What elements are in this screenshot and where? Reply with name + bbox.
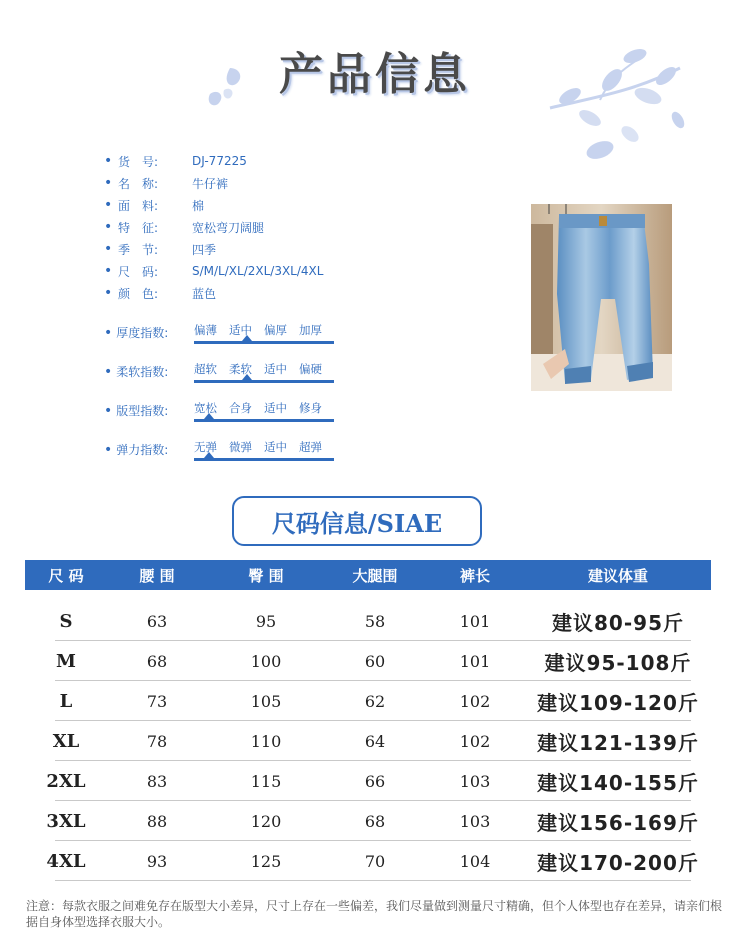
table-row bbox=[25, 641, 711, 681]
index-option: 超弹 bbox=[299, 440, 322, 454]
index-row-thickness bbox=[104, 318, 354, 357]
index-option: 偏厚 bbox=[264, 323, 287, 337]
cell-length: 101 bbox=[459, 611, 491, 631]
index-scale-line bbox=[194, 341, 334, 344]
cell-weight: 建议109-120斤 bbox=[537, 690, 699, 715]
cell-size: L bbox=[59, 690, 73, 712]
index-label: • 厚度指数: bbox=[104, 325, 169, 341]
table-row bbox=[25, 681, 711, 721]
index-option: 适中 bbox=[229, 323, 252, 337]
index-option: 偏硬 bbox=[299, 362, 322, 376]
page-title: 产品信息 bbox=[279, 49, 471, 100]
index-option: 适中 bbox=[264, 401, 287, 415]
cell-hip: 115 bbox=[250, 771, 282, 791]
info-label: 特 征: bbox=[118, 220, 159, 235]
cell-weight: 建议121-139斤 bbox=[537, 730, 699, 755]
cell-length: 104 bbox=[459, 851, 491, 871]
index-marker-icon bbox=[242, 374, 252, 380]
index-scale-line bbox=[194, 380, 334, 383]
index-option: 合身 bbox=[229, 401, 252, 415]
product-info-list bbox=[104, 150, 404, 304]
header-waist: 腰 围 bbox=[139, 566, 175, 585]
cell-size: XL bbox=[52, 730, 80, 752]
cell-hip: 95 bbox=[255, 611, 277, 631]
cell-weight: 建议140-155斤 bbox=[537, 770, 699, 795]
cell-weight: 建议156-169斤 bbox=[537, 810, 699, 835]
info-value: DJ-77225 bbox=[192, 154, 247, 168]
info-row-feature bbox=[104, 216, 404, 238]
index-scale-line bbox=[194, 419, 334, 422]
index-scales bbox=[104, 318, 354, 474]
info-row-season bbox=[104, 238, 404, 260]
info-label: 面 料: bbox=[118, 198, 159, 213]
size-table-header bbox=[25, 560, 711, 590]
disclaimer-note: 注意：每款衣服之间难免存在版型大小差异，尺寸上存在一些偏差，我们尽量做到测量尺寸精确，但个人体型也存在差异，请亲们根据自身体型选择衣服大小。 bbox=[26, 899, 723, 929]
product-photo bbox=[531, 204, 672, 391]
index-option: 无弹 bbox=[194, 440, 217, 454]
cell-size: 4XL bbox=[46, 850, 86, 872]
bullet-icon: • bbox=[104, 285, 113, 301]
bullet-icon: • bbox=[104, 153, 113, 169]
cell-hip: 110 bbox=[250, 731, 282, 751]
info-label: 名 称: bbox=[118, 176, 159, 191]
info-value: 牛仔裤 bbox=[192, 176, 229, 191]
index-option: 适中 bbox=[264, 362, 287, 376]
leaf-decoration-icon bbox=[200, 60, 250, 110]
info-label: 尺 码: bbox=[118, 264, 159, 279]
table-row bbox=[25, 841, 711, 881]
table-row bbox=[25, 761, 711, 801]
index-label: • 弹力指数: bbox=[104, 442, 169, 458]
info-label: 货 号: bbox=[118, 154, 159, 169]
header-hip: 臀 围 bbox=[248, 566, 284, 585]
info-row-size bbox=[104, 260, 404, 282]
cell-thigh: 70 bbox=[364, 851, 386, 871]
cell-thigh: 60 bbox=[364, 651, 386, 671]
header-size: 尺 码 bbox=[48, 566, 84, 585]
cell-thigh: 58 bbox=[364, 611, 386, 631]
table-row bbox=[25, 801, 711, 841]
index-label: • 柔软指数: bbox=[104, 364, 169, 380]
branch-decoration-icon bbox=[540, 38, 690, 168]
table-row bbox=[25, 721, 711, 761]
info-row-color bbox=[104, 282, 404, 304]
header-length: 裤长 bbox=[459, 566, 490, 585]
index-option: 适中 bbox=[264, 440, 287, 454]
bullet-icon: • bbox=[104, 241, 113, 257]
cell-length: 102 bbox=[459, 731, 491, 751]
cell-size: S bbox=[59, 610, 73, 632]
size-table-body bbox=[25, 601, 711, 881]
cell-waist: 83 bbox=[146, 771, 168, 791]
info-value: 宽松弯刀阔腿 bbox=[192, 220, 265, 235]
size-info-heading: 尺码信息/SIAE bbox=[232, 496, 482, 546]
cell-hip: 105 bbox=[250, 691, 282, 711]
info-value: 棉 bbox=[192, 198, 205, 213]
index-option: 微弹 bbox=[229, 440, 252, 454]
info-label: 季 节: bbox=[118, 242, 159, 257]
cell-waist: 93 bbox=[146, 851, 168, 871]
index-marker-icon bbox=[242, 335, 252, 341]
cell-size: M bbox=[56, 650, 76, 672]
index-option: 加厚 bbox=[299, 323, 322, 337]
info-value: 蓝色 bbox=[192, 286, 217, 301]
info-value: S/M/L/XL/2XL/3XL/4XL bbox=[192, 264, 324, 278]
cell-hip: 100 bbox=[250, 651, 282, 671]
index-row-fit bbox=[104, 396, 354, 435]
bullet-icon: • bbox=[104, 175, 113, 191]
index-option: 柔软 bbox=[229, 362, 252, 376]
cell-thigh: 66 bbox=[364, 771, 386, 791]
cell-length: 103 bbox=[459, 811, 491, 831]
cell-hip: 125 bbox=[250, 851, 282, 871]
index-option: 超软 bbox=[194, 362, 217, 376]
info-row-name bbox=[104, 172, 404, 194]
cell-weight: 建议95-108斤 bbox=[544, 650, 692, 675]
index-option: 偏薄 bbox=[194, 323, 217, 337]
info-row-fabric bbox=[104, 194, 404, 216]
header-weight: 建议体重 bbox=[587, 566, 648, 585]
index-option: 修身 bbox=[299, 401, 322, 415]
cell-waist: 68 bbox=[146, 651, 168, 671]
cell-thigh: 64 bbox=[364, 731, 386, 751]
index-option: 宽松 bbox=[194, 401, 217, 415]
table-row bbox=[25, 601, 711, 641]
cell-thigh: 62 bbox=[364, 691, 386, 711]
index-scale-line bbox=[194, 458, 334, 461]
bullet-icon: • bbox=[104, 197, 113, 213]
cell-weight: 建议80-95斤 bbox=[552, 610, 684, 635]
cell-waist: 63 bbox=[146, 611, 168, 631]
info-row-item-number bbox=[104, 150, 404, 172]
cell-length: 103 bbox=[459, 771, 491, 791]
index-marker-icon bbox=[204, 413, 214, 419]
index-row-elasticity bbox=[104, 435, 354, 474]
cell-length: 101 bbox=[459, 651, 491, 671]
cell-waist: 73 bbox=[146, 691, 168, 711]
index-label: • 版型指数: bbox=[104, 403, 169, 419]
cell-hip: 120 bbox=[250, 811, 282, 831]
cell-weight: 建议170-200斤 bbox=[537, 850, 699, 875]
index-marker-icon bbox=[204, 452, 214, 458]
cell-size: 3XL bbox=[46, 810, 86, 832]
cell-size: 2XL bbox=[46, 770, 86, 792]
cell-length: 102 bbox=[459, 691, 491, 711]
bullet-icon: • bbox=[104, 263, 113, 279]
index-row-softness bbox=[104, 357, 354, 396]
cell-thigh: 68 bbox=[364, 811, 386, 831]
cell-waist: 78 bbox=[146, 731, 168, 751]
header-thigh: 大腿围 bbox=[352, 566, 398, 585]
cell-waist: 88 bbox=[146, 811, 168, 831]
bullet-icon: • bbox=[104, 219, 113, 235]
info-value: 四季 bbox=[192, 242, 217, 257]
info-label: 颜 色: bbox=[118, 286, 159, 301]
